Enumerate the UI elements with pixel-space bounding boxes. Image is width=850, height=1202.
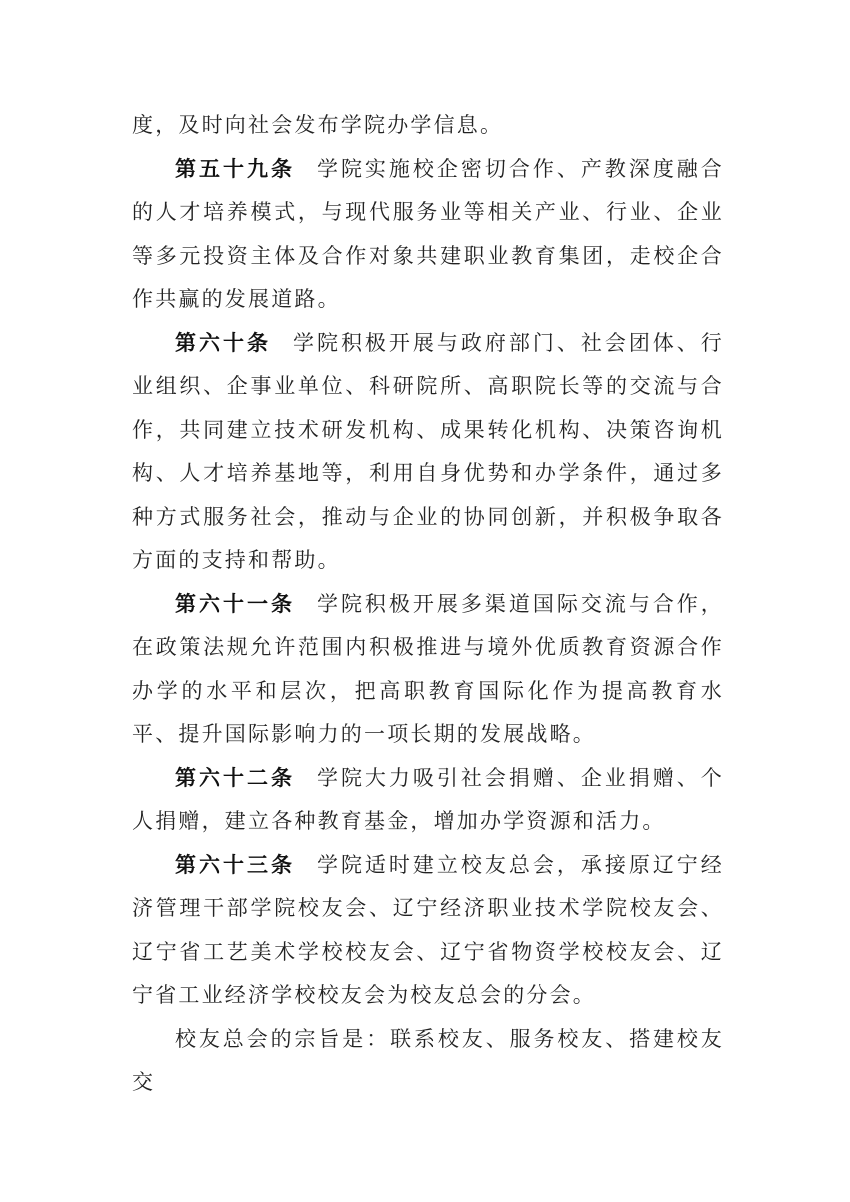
article-number: 第六十一条 [175,591,295,616]
article-60 [132,322,724,583]
paragraph-continuation [132,104,724,148]
paragraph-text: 校友总会的宗旨是：联系校友、服务校友、搭建校友交 [132,1026,724,1094]
article-62 [132,757,724,844]
paragraph-alumni-purpose [132,1018,724,1105]
article-text: 学院积极开展与政府部门、社会团体、行业组织、企事业单位、科研院所、高职院长等的交流与合作，共同建立技术研发机构、成果转化机构、决策咨询机构、人才培养基地等，利用自身优势和办学条件，通过多种方式服务社会，推动与企业的协同创新，并积极争取各方面的支持和帮助。 [132,330,724,572]
article-61 [132,583,724,757]
article-number: 第六十条 [175,330,271,355]
article-number: 第六十三条 [175,852,295,877]
document-body [132,104,724,1105]
paragraph-text: 度，及时向社会发布学院办学信息。 [132,113,504,137]
article-text: 学院适时建立校友总会，承接原辽宁经济管理干部学院校友会、辽宁经济职业技术学院校友会、辽宁省工艺美术学校校友会、辽宁省物资学校校友会、辽宁省工业经济学校校友会为校友总会的分会。 [132,852,724,1007]
article-text: 学院积极开展多渠道国际交流与合作，在政策法规允许范围内积极推进与境外优质教育资源合作办学的水平和层次，把高职教育国际化作为提高教育水平、提升国际影响力的一项长期的发展战略。 [132,591,724,746]
article-text: 学院实施校企密切合作、产教深度融合的人才培养模式，与现代服务业等相关产业、行业、企业等多元投资主体及合作对象共建职业教育集团，走校企合作共赢的发展道路。 [132,156,724,311]
article-text: 学院大力吸引社会捐赠、企业捐赠、个人捐赠，建立各种教育基金，增加办学资源和活力。 [132,765,724,833]
article-number: 第五十九条 [175,156,295,181]
article-59 [132,148,724,322]
article-63 [132,844,724,1018]
article-number: 第六十二条 [175,765,295,790]
